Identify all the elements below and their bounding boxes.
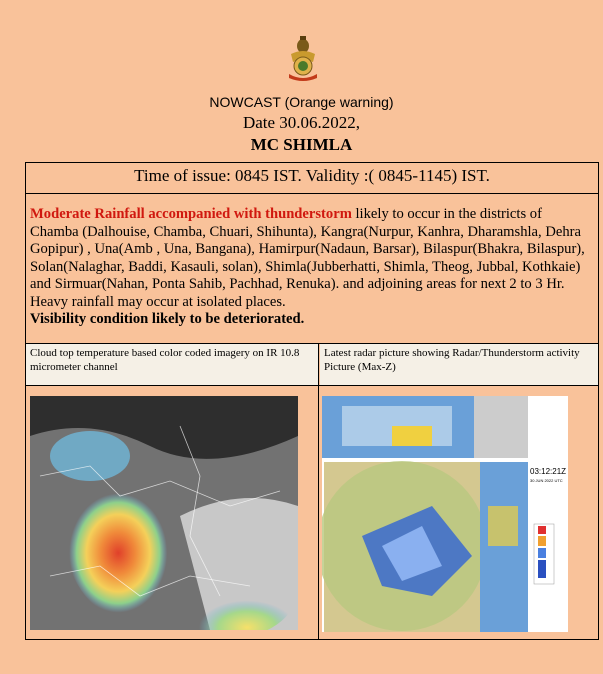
radar-date: 30 JUN 2022 UTC [530, 478, 563, 483]
imd-emblem-logo [283, 30, 323, 84]
radar-image [322, 396, 568, 632]
radar-timestamp: 03:12:21Z [530, 467, 567, 476]
satellite-caption: Cloud top temperature based color coded imagery on IR 10.8 micrometer channel [30, 347, 300, 373]
column-divider [318, 343, 319, 640]
satellite-caption-box [26, 344, 318, 385]
nowcast-title: NOWCAST (Orange warning) [209, 94, 394, 110]
warning-detail: likely to occur in the districts of Chamba (Dalhouise, Chamba, Chuari, Shihunta), Kangra(Nurpur, Kanhra, Dharamshla, Dehra Gopipur) , Una(Amb , Una, Bangana), Hamirpur(Nadaun, Barsar), Bilaspur(Bhakra, Bilaspur), Solan(Nalaghar, Baddi, Kasauli, solan), Shimla(Jubberhatti, Shimla, Theog, Jubbal, Kothkaie) and Sirmuar(Nahan, Ponta Sahib, Pachhad, Renuka). and adjoining areas for next 2 to 3 Hr. Heavy rainfall may occur at isolated places. [30, 206, 585, 310]
satellite-image [30, 396, 298, 630]
radar-caption-box [320, 344, 598, 385]
time-of-issue: Time of issue: 0845 IST. Validity :( 0845-1145) IST. [134, 166, 490, 185]
radar-caption: Latest radar picture showing Radar/Thunderstorm activity Picture (Max-Z) [324, 347, 580, 373]
issue-date: Date 30.06.2022, [242, 113, 361, 132]
warning-highlight: Moderate Rainfall accompanied with thunderstorm [30, 206, 352, 222]
visibility-note: Visibility condition likely to be deteriorated. [30, 311, 305, 327]
office-name: MC SHIMLA [250, 135, 353, 154]
divider [25, 193, 599, 194]
warning-text [30, 206, 590, 329]
divider [25, 385, 599, 386]
